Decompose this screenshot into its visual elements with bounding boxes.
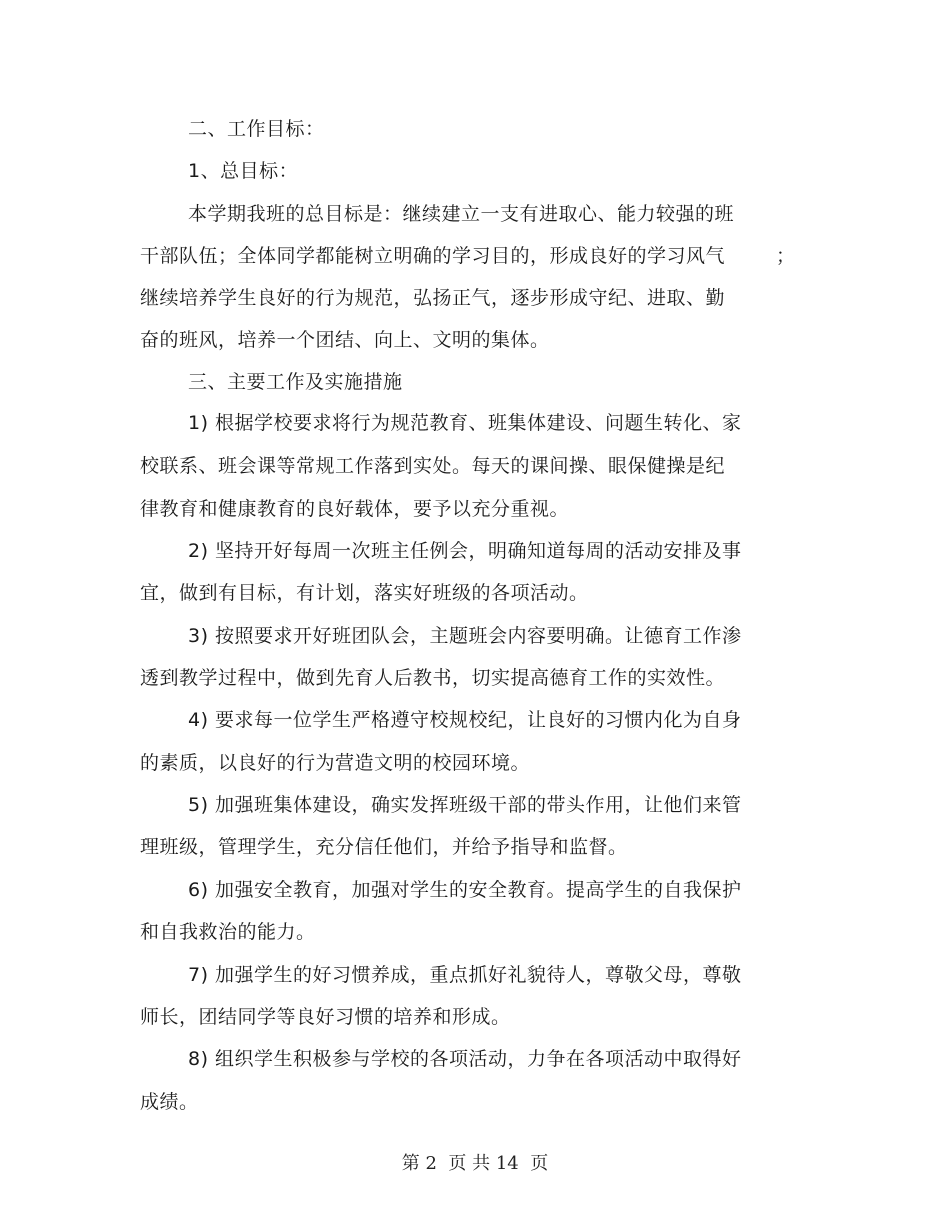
- stray-semicolon: ；: [776, 245, 796, 267]
- subheading-overall-goal: 1、总目标：: [188, 160, 299, 182]
- list-item-8-line: 成绩。: [140, 1091, 199, 1113]
- list-item-5-line: 5) 加强班集体建设，确实发挥班级干部的带头作用，让他们来管: [188, 794, 742, 816]
- list-item-5-line: 理班级，管理学生，充分信任他们，并给予指导和监督。: [140, 836, 628, 858]
- list-item-1-line: 律教育和健康教育的良好载体，要予以充分重视。: [140, 498, 570, 520]
- list-item-6-line: 6) 加强安全教育，加强对学生的安全教育。提高学生的自我保护: [188, 879, 742, 901]
- list-item-8-line: 8) 组织学生积极参与学校的各项活动，力争在各项活动中取得好: [188, 1048, 742, 1070]
- paragraph-line: 奋的班风，培养一个团结、向上、文明的集体。: [140, 329, 550, 351]
- list-item-1-line: 校联系、班会课等常规工作落到实处。每天的课间操、眼保健操是纪: [140, 455, 726, 477]
- list-item-1-line: 1) 根据学校要求将行为规范教育、班集体建设、问题生转化、家: [188, 412, 742, 434]
- section-heading-work-goals: 二、工作目标：: [188, 118, 325, 140]
- paragraph-line: 本学期我班的总目标是：继续建立一支有进取心、能力较强的班: [188, 203, 735, 225]
- page-number-footer: 第 2 页 共 14 页: [401, 1153, 549, 1174]
- paragraph-line: 干部队伍；全体同学都能树立明确的学习目的，形成良好的学习风气: [140, 245, 726, 267]
- list-item-3-line: 3) 按照要求开好班团队会，主题班会内容要明确。让德育工作渗: [188, 625, 742, 647]
- list-item-7-line: 7) 加强学生的好习惯养成，重点抓好礼貌待人，尊敬父母，尊敬: [188, 964, 742, 986]
- section-heading-main-work: 三、主要工作及实施措施: [188, 371, 403, 393]
- list-item-4-line: 的素质，以良好的行为营造文明的校园环境。: [140, 752, 531, 774]
- list-item-2-line: 2) 坚持开好每周一次班主任例会，明确知道每周的活动安排及事: [188, 540, 742, 562]
- list-item-2-line: 宜，做到有目标，有计划，落实好班级的各项活动。: [140, 582, 589, 604]
- list-item-7-line: 师长，团结同学等良好习惯的培养和形成。: [140, 1006, 511, 1028]
- paragraph-line: 继续培养学生良好的行为规范，弘扬正气，逐步形成守纪、进取、勤: [140, 287, 726, 309]
- list-item-3-line: 透到教学过程中，做到先育人后教书，切实提高德育工作的实效性。: [140, 667, 726, 689]
- list-item-4-line: 4) 要求每一位学生严格遵守校规校纪，让良好的习惯内化为自身: [188, 709, 742, 731]
- list-item-6-line: 和自我救治的能力。: [140, 921, 316, 943]
